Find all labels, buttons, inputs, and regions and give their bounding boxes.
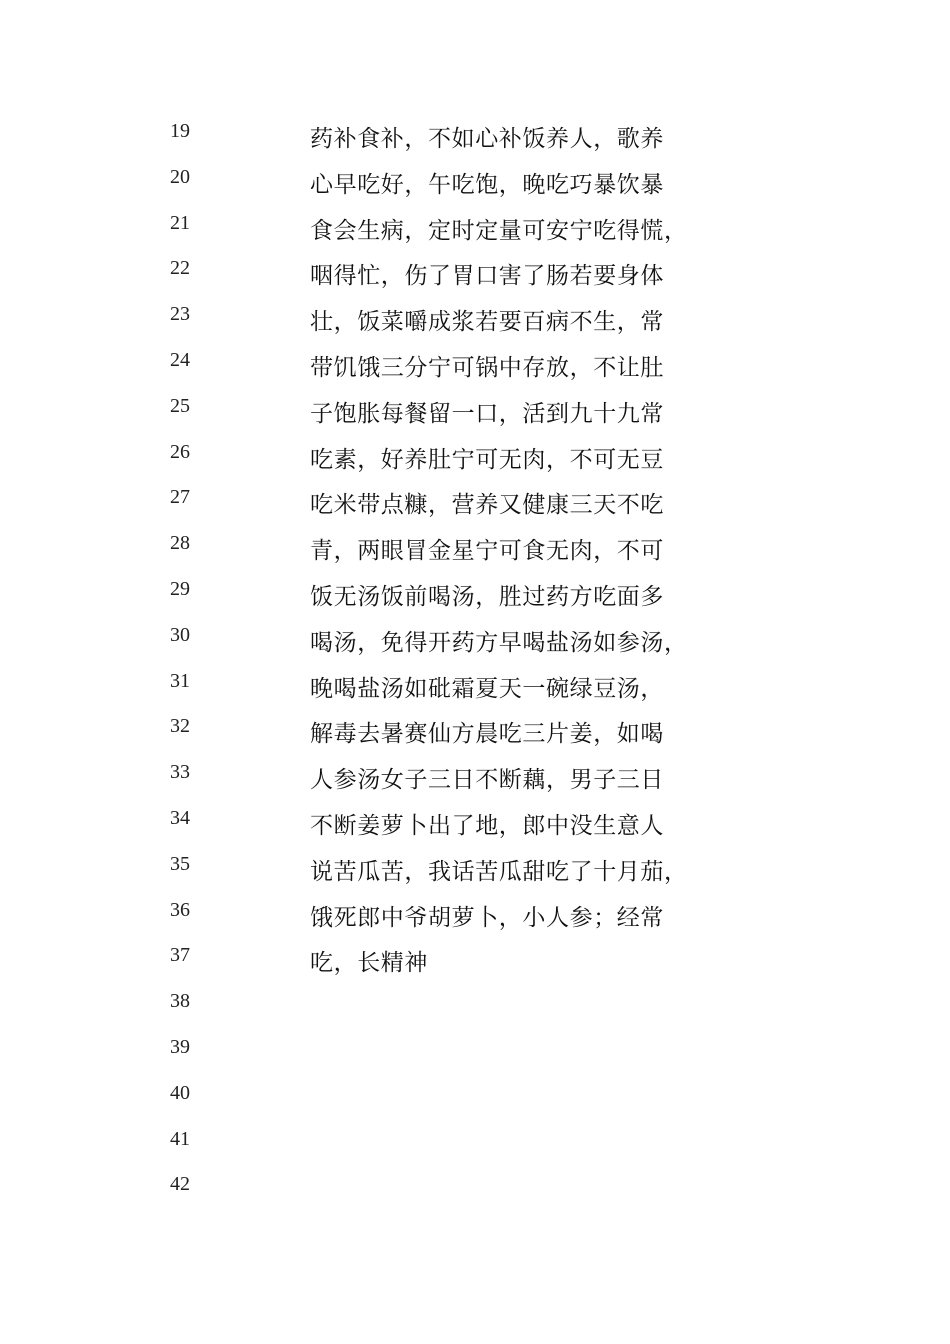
text-line: 青，两眼冒金星宁可食无肉，不可 (310, 538, 664, 565)
text-line: 吃米带点糠，营养又健康三天不吃 (310, 492, 664, 519)
line-number: 24 (170, 348, 190, 371)
body-text (310, 122, 690, 992)
line-number: 29 (170, 577, 190, 600)
line-number: 30 (170, 623, 190, 646)
line-number: 40 (170, 1081, 190, 1104)
text-line: 吃，长精神 (310, 950, 428, 977)
line-number: 31 (170, 669, 190, 692)
text-line: 解毒去暑赛仙方晨吃三片姜，如喝 (310, 721, 664, 748)
line-number: 21 (170, 211, 190, 234)
text-line: 吃素，好养肚宁可无肉，不可无豆 (310, 446, 664, 473)
text-line: 咽得忙，伤了胃口害了肠若要身体 (310, 263, 664, 290)
line-number: 25 (170, 394, 190, 417)
line-number: 42 (170, 1173, 190, 1196)
text-line: 不断姜萝卜出了地，郎中没生意人 (310, 812, 664, 839)
line-number: 35 (170, 852, 190, 875)
text-line: 人参汤女子三日不断藕，男子三日 (310, 767, 664, 794)
line-number: 22 (170, 257, 190, 280)
line-number: 36 (170, 898, 190, 921)
text-line: 食会生病，定时定量可安宁吃得慌， (310, 217, 688, 244)
line-number-gutter (170, 116, 230, 1215)
line-number: 39 (170, 1035, 190, 1058)
line-number: 26 (170, 440, 190, 463)
text-line: 晚喝盐汤如砒霜夏天一碗绿豆汤， (310, 675, 664, 702)
line-number: 33 (170, 761, 190, 784)
text-line: 饭无汤饭前喝汤，胜过药方吃面多 (310, 583, 664, 610)
text-line: 心早吃好，午吃饱，晚吃巧暴饮暴 (310, 171, 664, 198)
text-line: 子饱胀每餐留一口，活到九十九常 (310, 400, 664, 427)
text-line: 说苦瓜苦，我话苦瓜甜吃了十月茄， (310, 858, 688, 885)
text-line: 壮，饭菜嚼成浆若要百病不生，常 (310, 309, 664, 336)
line-number: 27 (170, 486, 190, 509)
text-line: 饿死郎中爷胡萝卜，小人参；经常 (310, 904, 664, 931)
line-number: 23 (170, 303, 190, 326)
line-number: 41 (170, 1127, 190, 1150)
line-number: 19 (170, 120, 190, 142)
text-line: 带饥饿三分宁可锅中存放，不让肚 (310, 354, 664, 381)
line-number: 38 (170, 990, 190, 1013)
line-number: 28 (170, 532, 190, 555)
text-line: 喝汤，免得开药方早喝盐汤如参汤， (310, 629, 688, 656)
line-number: 20 (170, 165, 190, 188)
line-number: 37 (170, 944, 190, 967)
line-number: 32 (170, 715, 190, 738)
line-number: 34 (170, 806, 190, 829)
text-line: 药补食补，不如心补饭养人，歌养 (310, 126, 664, 152)
